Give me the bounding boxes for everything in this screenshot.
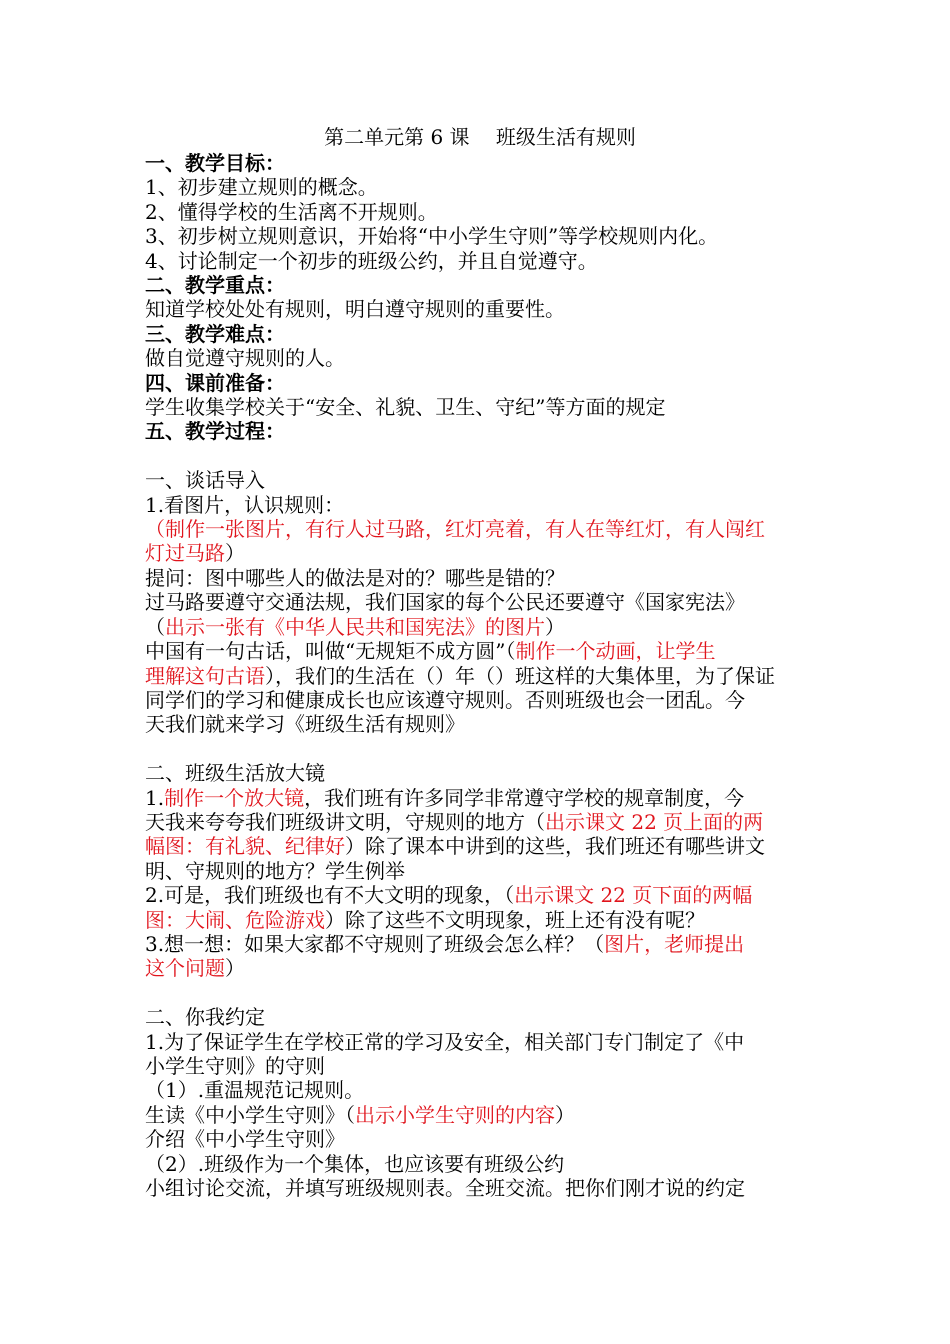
paragraph-text: ），我们的生活在（）年（）班这样的大集体里，为了保证	[265, 663, 775, 688]
paragraph-line	[145, 664, 815, 688]
goal-item: 2、懂得学校的生活离不开规则。	[145, 199, 438, 224]
paragraph-line	[145, 956, 815, 980]
paragraph-text: ）除了课本中讲到的这些，我们班还有哪些讲文	[345, 834, 765, 859]
paragraph-line: 过马路要遵守交通法规，我们国家的每个公民还要遵守《国家宪法》	[145, 590, 745, 615]
paragraph-line	[145, 834, 815, 858]
section-heading-focus: 二、教学重点：	[145, 273, 285, 298]
paragraph-line: 1.看图片，认识规则：	[145, 492, 345, 517]
paragraph-text: ）	[225, 541, 245, 566]
paragraph-line: 天我们就来学习《班级生活有规则》	[145, 712, 465, 737]
section-text-difficulty: 做自觉遵守规则的人。	[145, 346, 345, 371]
paragraph-line: 提问：图中哪些人的做法是对的？哪些是错的？	[145, 565, 565, 590]
paragraph-text: （	[145, 614, 165, 639]
paragraph-line	[145, 786, 815, 810]
paragraph-line	[145, 541, 815, 565]
blank-line	[145, 737, 815, 761]
part-heading-intro: 一、谈话导入	[145, 468, 265, 493]
part-heading-agreement: 二、你我约定	[145, 1005, 265, 1030]
note-text: 幅图：有礼貌、纪律好	[145, 834, 345, 859]
document-title: 第二单元第 6 课 班级生活有规则	[324, 125, 636, 149]
note-text: 出示一张有《中华人民共和国宪法》的图片	[165, 614, 545, 639]
section-heading-goals: 一、教学目标：	[145, 151, 285, 175]
paragraph-line: 小组讨论交流，并填写班级规则表。全班交流。把你们刚才说的约定	[145, 1176, 745, 1201]
section-heading-preparation: 四、课前准备：	[145, 370, 285, 395]
paragraph-line: 明、守规则的地方？学生例举	[145, 858, 405, 883]
note-text: 制作一个动画，让学生	[515, 639, 716, 664]
note-text: 图：大闹、危险游戏	[145, 907, 325, 932]
goal-item: 4、讨论制定一个初步的班级公约，并且自觉遵守。	[145, 248, 598, 273]
goal-item: 1、初步建立规则的概念。	[145, 175, 378, 200]
paragraph-line	[145, 639, 815, 663]
paragraph-line: 同学们的学习和健康成长也应该遵守规则。否则班级也会一团乱。今	[145, 687, 745, 712]
section-text-preparation: 学生收集学校关于“安全、礼貌、卫生、守纪”等方面的规定	[145, 395, 666, 420]
paragraph-text: 生读《中小学生守则》（	[145, 1102, 355, 1127]
paragraph-line: （制作一张图片，有行人过马路，红灯亮着，有人在等红灯，有人闯红	[145, 517, 765, 542]
paragraph-text: ）	[545, 614, 565, 639]
paragraph-line	[145, 883, 815, 907]
paragraph-line: （2）.班级作为一个集体，也应该要有班级公约	[145, 1151, 565, 1176]
paragraph-line	[145, 615, 815, 639]
paragraph-text: 1.	[145, 785, 165, 810]
paragraph-line	[145, 908, 815, 932]
note-text: 图片，老师提出	[604, 931, 745, 956]
paragraph-text: ）	[555, 1102, 575, 1127]
paragraph-line: 小学生守则》的守则	[145, 1053, 325, 1078]
paragraph-text: 2.可是，我们班级也有不大文明的现象，（	[145, 883, 515, 908]
paragraph-text: 中国有一句古话，叫做“无规矩不成方圆”（	[145, 639, 516, 664]
paragraph-line	[145, 810, 815, 834]
note-text: 出示课文 22 页下面的两幅	[514, 883, 753, 908]
note-text: 理解这句古语	[145, 663, 265, 688]
note-text: 制作一个放大镜	[164, 785, 305, 810]
note-text: 灯过马路	[145, 541, 225, 566]
section-heading-process: 五、教学过程：	[145, 419, 285, 444]
note-text: 出示课文 22 页上面的两	[545, 809, 764, 834]
blank-line	[145, 444, 815, 468]
paragraph-text: ，我们班有许多同学非常遵守学校的规章制度，今	[304, 785, 745, 810]
paragraph-line: 介绍《中小学生守则》	[145, 1127, 345, 1152]
document-page	[145, 123, 815, 1200]
blank-line	[145, 981, 815, 1005]
paragraph-line: 1.为了保证学生在学校正常的学习及安全，相关部门专门制定了《中	[145, 1029, 745, 1054]
section-heading-difficulty: 三、教学难点：	[145, 321, 285, 346]
note-text: 这个问题	[145, 956, 225, 981]
goal-item: 3、初步树立规则意识，开始将“中小学生守则”等学校规则内化。	[145, 224, 719, 249]
paragraph-text: 天我来夸夸我们班级讲文明，守规则的地方（	[145, 809, 545, 834]
paragraph-text: ）除了这些不文明现象，班上还有没有呢？	[325, 907, 705, 932]
paragraph-text: ）	[225, 956, 245, 981]
section-text-focus: 知道学校处处有规则，明白遵守规则的重要性。	[145, 297, 565, 322]
paragraph-line	[145, 932, 815, 956]
part-heading-magnifier: 二、班级生活放大镜	[145, 761, 325, 786]
note-text: 出示小学生守则的内容	[355, 1102, 555, 1127]
paragraph-text: 3.想一想：如果大家都不守规则了班级会怎么样？（	[145, 931, 605, 956]
paragraph-line: （1）.重温规范记规则。	[145, 1078, 365, 1103]
paragraph-line	[145, 1103, 815, 1127]
